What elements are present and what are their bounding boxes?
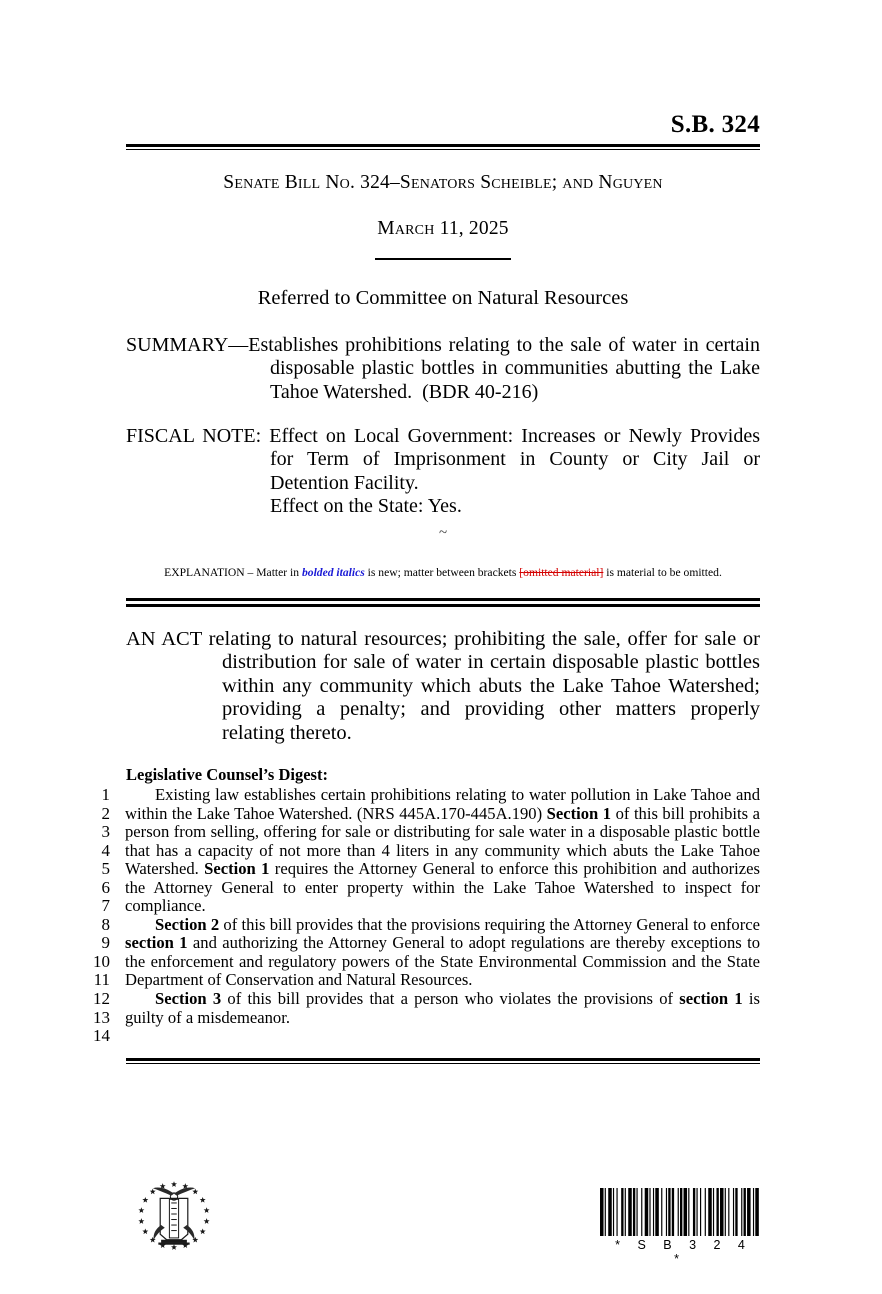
explanation-new-material: bolded italics <box>301 566 365 579</box>
barcode-bar <box>653 1188 654 1236</box>
explanation-suffix: is material to be omitted. <box>603 566 722 579</box>
rule-thin <box>126 149 760 150</box>
digest-bold-run: section 1 <box>679 989 743 1009</box>
summary-body: Establishes prohibitions relating to the sale of water in certain disposable plastic bottles in communities abutting the Lake Tahoe Watershed. <box>248 334 760 403</box>
digest-text-run: is guilty of a misdemeanor. <box>125 989 760 1027</box>
seal-star <box>200 1228 206 1234</box>
digest-paragraph <box>125 786 760 916</box>
rule-thick-lower <box>126 604 760 607</box>
digest-bold-run: Section 1 <box>204 859 270 879</box>
barcode-bar <box>608 1188 612 1236</box>
line-number: 4 <box>101 840 110 860</box>
barcode-bar <box>645 1188 649 1236</box>
barcode-bar <box>741 1188 742 1236</box>
digest-body <box>125 786 760 1027</box>
seal-star <box>150 1189 156 1195</box>
digest-bold-run: section 1 <box>125 933 188 953</box>
barcode-bar <box>633 1188 635 1236</box>
barcode-bar <box>728 1188 729 1236</box>
line-number: 5 <box>101 859 110 879</box>
barcode-bar <box>636 1188 637 1236</box>
seal-star <box>142 1228 148 1234</box>
rule-thin <box>126 1063 760 1064</box>
summary-bdr: (BDR 40-216) <box>422 380 539 403</box>
barcode-bar <box>678 1188 679 1236</box>
explanation-middle: is new; matter between brackets <box>364 566 520 579</box>
seal-star <box>142 1197 148 1203</box>
barcode-bar <box>666 1188 667 1236</box>
barcode-bar <box>753 1188 754 1236</box>
barcode-bar <box>616 1188 617 1236</box>
short-divider-rule <box>375 258 511 260</box>
seal-star <box>204 1207 210 1213</box>
fiscal-note-local-text: Effect on Local Government: Increases or Newly Provides for Term of Imprisonment in County or City Jail or Detention Facility. <box>269 425 760 494</box>
an-act-body: relating to natural resources; prohibiting the sale, offer for sale or distribution for sale of water in certain disposable plastic bottles within any community which abuts the Lake Tahoe Watershed; providing a penalty; and providing other matters properly relating thereto. <box>208 628 761 744</box>
line-number: 3 <box>101 822 110 842</box>
explanation-omitted-material: omitted material <box>523 566 600 579</box>
line-number: 10 <box>93 951 110 971</box>
barcode-image <box>600 1188 760 1236</box>
fiscal-note-local <box>126 425 760 495</box>
line-number: 13 <box>93 1007 110 1027</box>
bill-number: S.B. 324 <box>670 111 760 138</box>
barcode-bar <box>700 1188 701 1236</box>
barcode-bar <box>605 1188 606 1236</box>
seal-star <box>171 1181 177 1187</box>
barcode-bar <box>755 1188 759 1236</box>
line-number: 7 <box>101 896 110 916</box>
digest-text-run: Existing law establishes certain prohibitions relating to water pollution in Lake Tahoe and within the Lake Tahoe Watershed. (NRS 445A.170-445A.190) <box>125 785 760 823</box>
barcode-bar <box>680 1188 682 1236</box>
barcode-bar <box>696 1188 697 1236</box>
digest-bold-run: Section 1 <box>546 803 612 823</box>
barcode-bar <box>661 1188 662 1236</box>
fiscal-note-block <box>126 425 760 519</box>
an-act-text <box>126 628 760 745</box>
digest-text-run: of this bill provides that the provisions requiring the Attorney General to enforce <box>219 914 760 934</box>
barcode-bar <box>625 1188 626 1236</box>
line-number: 14 <box>93 1026 110 1046</box>
tilde-separator: ~ <box>438 525 448 541</box>
line-number: 2 <box>101 803 110 823</box>
digest-text-run: of this bill provides that a person who violates the provisions of <box>221 989 680 1009</box>
line-number: 11 <box>93 970 110 990</box>
seal-star <box>200 1197 206 1203</box>
barcode-bar <box>600 1188 604 1236</box>
digest-text-run: requires the Attorney General to enforce this prohibition and authorizes the Attorney General to enter property within the Lake Tahoe Watershed to inspect for compliance. <box>125 859 760 916</box>
line-number-column <box>60 786 110 1046</box>
barcode-bar <box>655 1188 659 1236</box>
bill-date: March 11, 2025 <box>377 218 509 239</box>
barcode-bar <box>628 1188 632 1236</box>
seal-star <box>192 1189 198 1195</box>
digest-text-run: of this bill prohibits a person from selling, offering for sale or distributing for sale water in a disposable plastic bottle that has a capacity of not more than 4 liters in any community which abuts the Lake Tahoe Watershed. <box>125 803 760 879</box>
barcode-bar <box>684 1188 688 1236</box>
digest-bold-run: Section 3 <box>155 989 222 1009</box>
barcode-bar <box>641 1188 642 1236</box>
an-act-label: AN ACT <box>126 628 202 650</box>
barcode-bar <box>705 1188 706 1236</box>
digest-title: Legislative Counsel’s Digest: <box>126 765 328 784</box>
barcode-bar <box>672 1188 674 1236</box>
header-rule-top <box>126 144 760 150</box>
explanation-prefix: EXPLANATION – Matter in <box>164 566 302 579</box>
explanation-note <box>126 565 760 580</box>
barcode-bar <box>708 1188 712 1236</box>
digest-bold-run: Section 2 <box>155 914 220 934</box>
summary-block <box>126 334 760 404</box>
line-number: 12 <box>93 989 110 1009</box>
seal-star <box>204 1218 210 1224</box>
summary-text <box>126 334 760 404</box>
seal-star <box>138 1207 144 1213</box>
barcode-bar <box>693 1188 695 1236</box>
digest-paragraph <box>125 990 760 1027</box>
barcode-bar <box>733 1188 734 1236</box>
line-number: 8 <box>101 914 110 934</box>
barcode-bar <box>613 1188 614 1236</box>
barcode-bar <box>720 1188 724 1236</box>
nevada-state-seal <box>128 1168 220 1260</box>
digest-paragraph <box>125 916 760 990</box>
line-number: 6 <box>101 877 110 897</box>
barcode-bar <box>747 1188 751 1236</box>
barcode-bar <box>735 1188 737 1236</box>
summary-label: SUMMARY— <box>126 334 249 356</box>
an-act-block <box>126 628 760 745</box>
line-number: 9 <box>101 933 110 953</box>
barcode-bar <box>649 1188 650 1236</box>
explanation-omitted-close: ] <box>599 566 604 579</box>
barcode-bar <box>621 1188 623 1236</box>
fiscal-note-state: Effect on the State: Yes. <box>270 495 462 518</box>
seal-star <box>171 1244 177 1250</box>
digest-rule-bottom <box>126 1058 760 1064</box>
barcode-label: * S B 3 2 4 * <box>615 1238 752 1266</box>
act-rule-top <box>126 598 760 607</box>
barcode-bar <box>744 1188 746 1236</box>
explanation-omitted-open: [ <box>519 566 524 579</box>
seal-star <box>138 1218 144 1224</box>
fiscal-note-label: FISCAL NOTE: <box>126 425 262 447</box>
senate-bill-line: Senate Bill No. 324–Senators Scheible; and Nguyen <box>223 172 663 193</box>
line-number: 1 <box>101 785 110 804</box>
barcode-bar <box>725 1188 726 1236</box>
barcode-bar <box>668 1188 670 1236</box>
digest-text-run: and authorizing the Attorney General to adopt regulations are thereby exceptions to the enforcement and regulatory powers of the State Environmental Commission and the State Department of Conservation and Natural Resources. <box>125 933 760 990</box>
barcode-bar <box>716 1188 718 1236</box>
barcode-bar <box>688 1188 689 1236</box>
barcode-block <box>600 1188 760 1266</box>
barcode-bar <box>713 1188 714 1236</box>
referred-to-committee: Referred to Committee on Natural Resources <box>257 287 629 309</box>
